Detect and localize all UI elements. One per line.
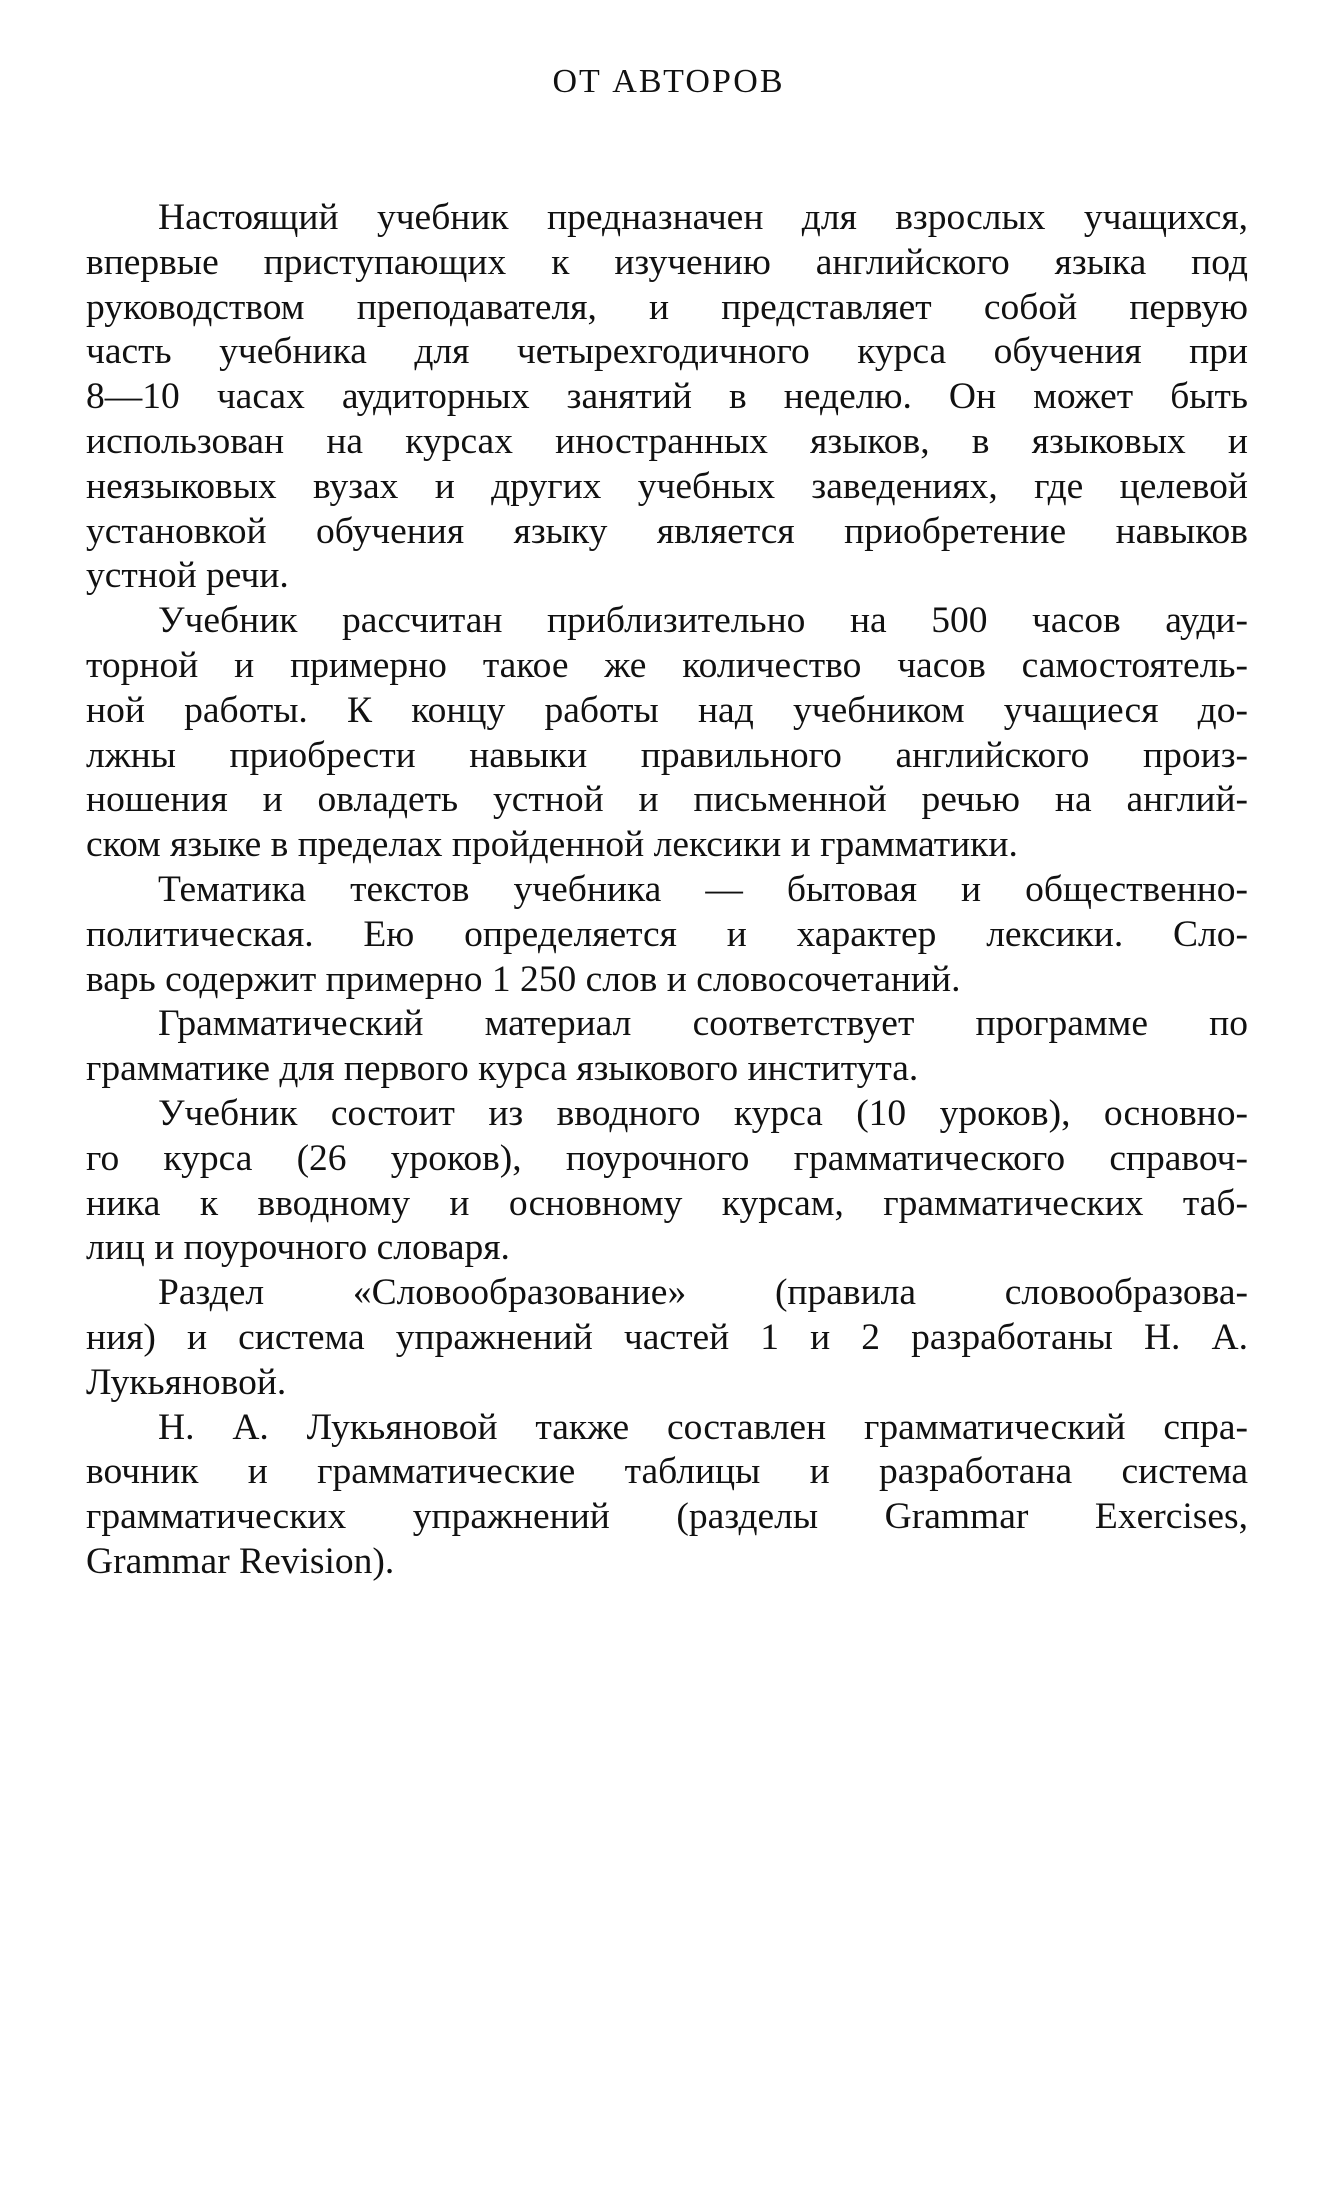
page-heading: ОТ АВТОРОВ xyxy=(552,63,785,100)
text-line: руководством преподавателя, и представляет собой первую xyxy=(86,286,1248,328)
text-line: установкой обучения языку является приобретение навыков xyxy=(86,510,1248,552)
text-line: устной речи. xyxy=(86,555,289,597)
text-line: варь содержит примерно 1 250 слов и словосочетаний. xyxy=(86,958,961,1000)
text-line: неязыковых вузах и других учебных заведениях, где целевой xyxy=(86,465,1248,507)
text-line: политическая. Ею определяется и характер лексики. Сло- xyxy=(86,913,1248,955)
text-line: использован на курсах иностранных языков, в языковых и xyxy=(86,420,1248,462)
body-text xyxy=(86,196,1248,1585)
text-line: ском языке в пределах пройденной лексики и грамматики. xyxy=(86,824,1018,866)
text-line: ношения и овладеть устной и письменной речью на англий- xyxy=(86,779,1248,821)
text-line: Лукьяновой. xyxy=(86,1361,287,1403)
text-line: лжны приобрести навыки правильного английского произ- xyxy=(86,734,1248,776)
text-line: лиц и поурочного словаря. xyxy=(86,1227,510,1269)
text-line: Grammar Revision). xyxy=(86,1540,395,1582)
text-line: Тематика текстов учебника — бытовая и общественно- xyxy=(158,868,1248,910)
text-line: ния) и система упражнений частей 1 и 2 разработаны Н. А. xyxy=(86,1316,1248,1358)
text-line: грамматических упражнений (разделы Grammar Exercises, xyxy=(86,1496,1248,1538)
text-line: ной работы. К концу работы над учебником учащиеся до- xyxy=(86,689,1248,731)
text-line: вочник и грамматические таблицы и разработана система xyxy=(86,1451,1248,1493)
text-line: Н. А. Лукьяновой также составлен грамматический спра- xyxy=(158,1406,1248,1448)
text-line: Грамматический материал соответствует программе по xyxy=(158,1003,1248,1045)
text-line: Настоящий учебник предназначен для взрослых учащихся, xyxy=(158,197,1248,238)
text-line: 8—10 часах аудиторных занятий в неделю. Он может быть xyxy=(86,376,1248,418)
text-line: го курса (26 уроков), поурочного грамматического справоч- xyxy=(86,1137,1248,1179)
text-line: Учебник рассчитан приблизительно на 500 часов ауди- xyxy=(158,600,1248,642)
text-line: Раздел «Словообразование» (правила словообразова- xyxy=(158,1272,1248,1314)
text-line: часть учебника для четырехгодичного курса обучения при xyxy=(86,331,1248,373)
text-line: впервые приступающих к изучению английского языка под xyxy=(86,241,1248,283)
text-line: Учебник состоит из вводного курса (10 уроков), основно- xyxy=(158,1092,1248,1134)
text-line: торной и примерно такое же количество часов самостоятель- xyxy=(86,644,1248,686)
text-line: ника к вводному и основному курсам, грамматических таб- xyxy=(86,1182,1248,1224)
text-line: грамматике для первого курса языкового института. xyxy=(86,1048,919,1090)
